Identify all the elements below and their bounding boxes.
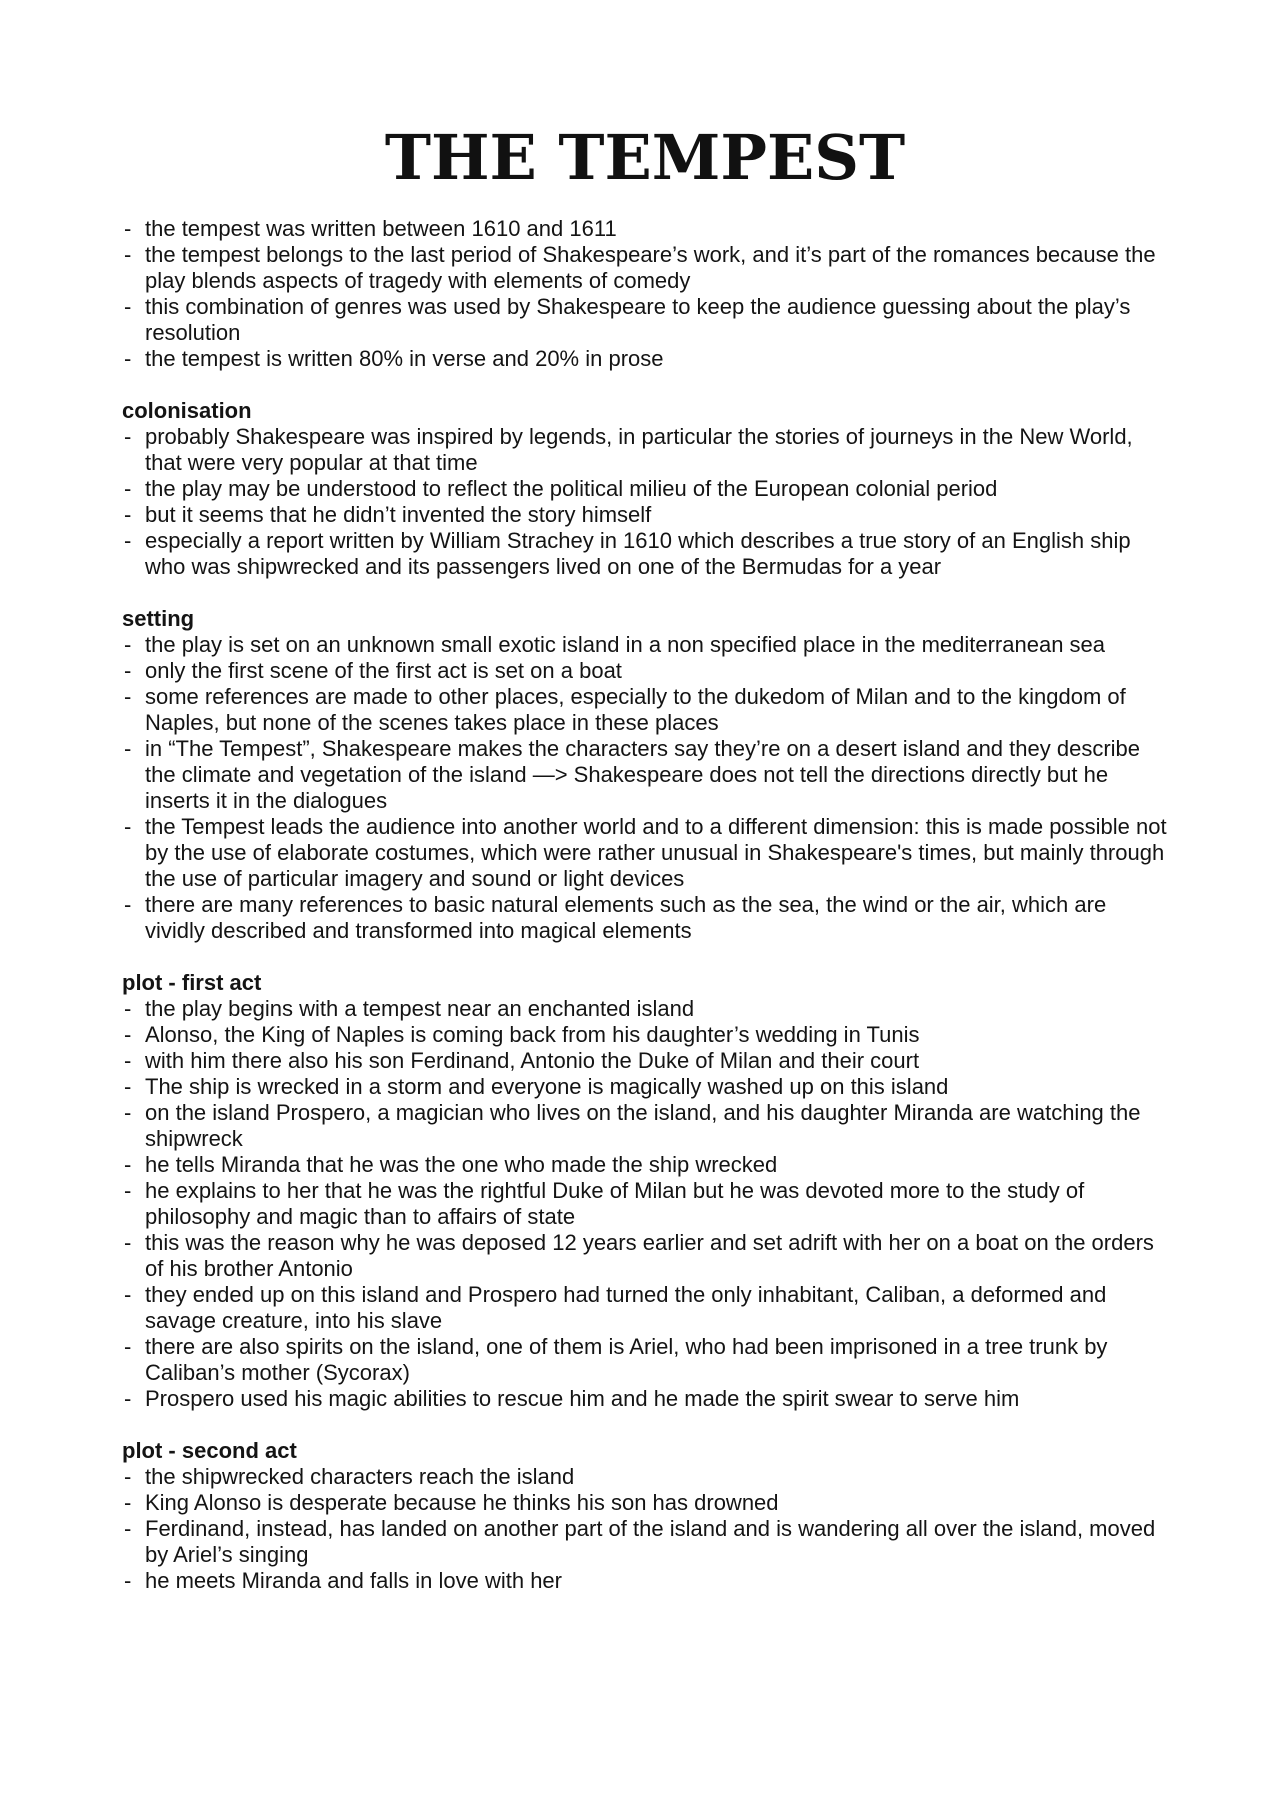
intro-section — [122, 216, 1172, 372]
list-item: - the play may be understood to reflect the political milieu of the European colonial period — [122, 476, 1172, 502]
list-item: - with him there also his son Ferdinand, Antonio the Duke of Milan and their court — [122, 1048, 1172, 1074]
list-item: - some references are made to other places, especially to the dukedom of Milan and to the kingdom of Naples, but none of the scenes takes place in these places — [122, 684, 1172, 736]
list-item: - he meets Miranda and falls in love with her — [122, 1568, 1172, 1594]
list-item: - but it seems that he didn’t invented the story himself — [122, 502, 1172, 528]
setting-list — [122, 632, 1172, 944]
list-item: - the Tempest leads the audience into another world and to a different dimension: this is made possible not by the use of elaborate costumes, which were rather unusual in Shakespeare's times, but mainly through the use of particular imagery and sound or light devices — [122, 814, 1172, 892]
list-item: - especially a report written by William Strachey in 1610 which describes a true story of an English ship who was shipwrecked and its passengers lived on one of the Bermudas for a year — [122, 528, 1172, 580]
list-item: - the play begins with a tempest near an enchanted island — [122, 996, 1172, 1022]
list-item: - King Alonso is desperate because he thinks his son has drowned — [122, 1490, 1172, 1516]
section-heading-setting: setting — [122, 606, 195, 631]
list-item: - in “The Tempest”, Shakespeare makes the characters say they’re on a desert island and they describe the climate and vegetation of the island —> Shakespeare does not tell the directions directly but he inserts it in the dialogues — [122, 736, 1172, 814]
list-item: - probably Shakespeare was inspired by legends, in particular the stories of journeys in the New World, that were very popular at that time — [122, 424, 1172, 476]
list-item: - the tempest is written 80% in verse and 20% in prose — [122, 346, 1172, 372]
page-title: THE TEMPEST — [384, 121, 906, 194]
list-item: - the tempest was written between 1610 and 1611 — [122, 216, 1172, 242]
first-act-list — [122, 996, 1172, 1412]
list-item: - on the island Prospero, a magician who lives on the island, and his daughter Miranda are watching the shipwreck — [122, 1100, 1172, 1152]
list-item: - only the first scene of the first act is set on a boat — [122, 658, 1172, 684]
second-act-section — [122, 1438, 1172, 1594]
first-act-section — [122, 970, 1172, 1412]
list-item: - this was the reason why he was deposed 12 years earlier and set adrift with her on a boat on the orders of his brother Antonio — [122, 1230, 1172, 1282]
section-heading-first-act: plot - first act — [122, 970, 262, 995]
list-item: - he tells Miranda that he was the one who made the ship wrecked — [122, 1152, 1172, 1178]
list-item: - this combination of genres was used by Shakespeare to keep the audience guessing about the play’s resolution — [122, 294, 1172, 346]
list-item: - the shipwrecked characters reach the island — [122, 1464, 1172, 1490]
second-act-list — [122, 1464, 1172, 1594]
list-item: - Ferdinand, instead, has landed on another part of the island and is wandering all over the island, moved by Ariel’s singing — [122, 1516, 1172, 1568]
list-item: - the tempest belongs to the last period of Shakespeare’s work, and it’s part of the romances because the play blends aspects of tragedy with elements of comedy — [122, 242, 1172, 294]
colonisation-section — [122, 398, 1172, 580]
document-body — [122, 216, 1172, 1594]
section-heading-colonisation: colonisation — [122, 398, 252, 423]
list-item: - there are many references to basic natural elements such as the sea, the wind or the air, which are vividly described and transformed into magical elements — [122, 892, 1172, 944]
setting-section — [122, 606, 1172, 944]
list-item: - The ship is wrecked in a storm and everyone is magically washed up on this island — [122, 1074, 1172, 1100]
list-item: - they ended up on this island and Prospero had turned the only inhabitant, Caliban, a deformed and savage creature, into his slave — [122, 1282, 1172, 1334]
list-item: - Alonso, the King of Naples is coming back from his daughter’s wedding in Tunis — [122, 1022, 1172, 1048]
list-item: - Prospero used his magic abilities to rescue him and he made the spirit swear to serve him — [122, 1386, 1172, 1412]
list-item: - he explains to her that he was the rightful Duke of Milan but he was devoted more to the study of philosophy and magic than to affairs of state — [122, 1178, 1172, 1230]
intro-list — [122, 216, 1172, 372]
list-item: - there are also spirits on the island, one of them is Ariel, who had been imprisoned in a tree trunk by Caliban’s mother (Sycorax) — [122, 1334, 1172, 1386]
section-heading-second-act: plot - second act — [122, 1438, 297, 1463]
colonisation-list — [122, 424, 1172, 580]
list-item: - the play is set on an unknown small exotic island in a non specified place in the mediterranean sea — [122, 632, 1172, 658]
